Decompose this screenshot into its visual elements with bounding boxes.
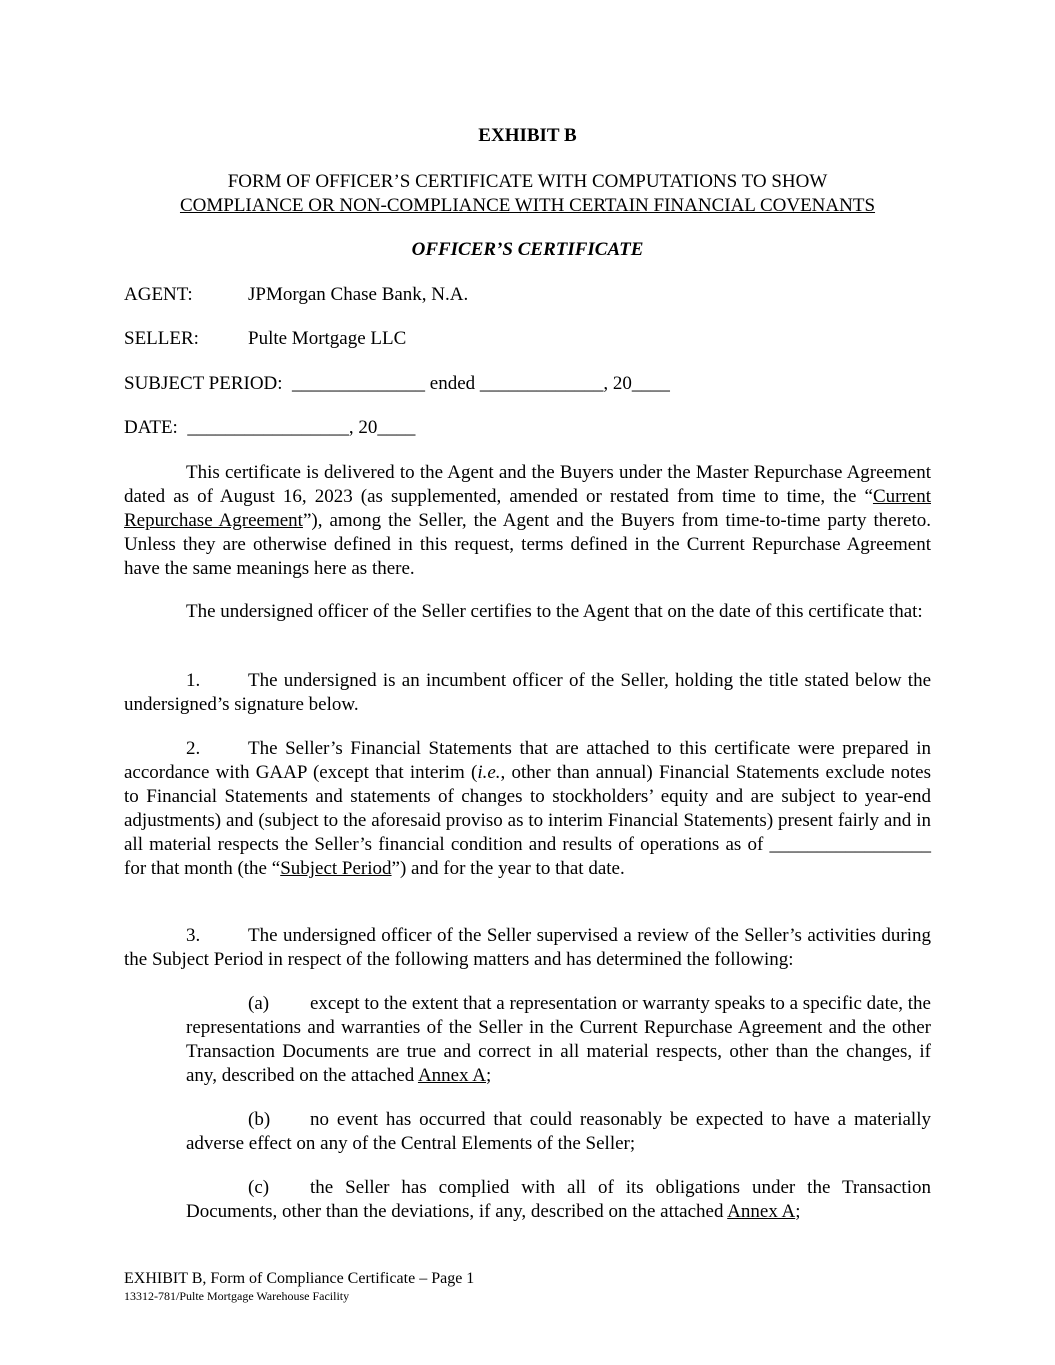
subitem-c-label: (c) bbox=[248, 1177, 270, 1198]
subitem-b-label: (b) bbox=[248, 1109, 271, 1130]
item-2-text-b: , other than annual) Financial Statements exclude notes to Financial Statements and statements of changes to stockholders’ equity and are subject to year-end adjustments) and (subject to the aforesaid proviso as to interim Financial Statements) present fairly and in all material respects the Seller’s financial condition and results of operations as of _________________ for that month (the “ bbox=[124, 762, 931, 879]
item-1-text: The undersigned is an incumbent officer of the Seller, holding the title stated below the undersigned’s signature below. bbox=[124, 670, 931, 715]
item-2-text-c: ”) and for the year to that date. bbox=[391, 858, 625, 879]
item-2 bbox=[124, 737, 931, 881]
intro-paragraph bbox=[124, 461, 931, 581]
subitem-c bbox=[186, 1176, 931, 1224]
subitem-c-annex: Annex A bbox=[727, 1201, 796, 1222]
subitem-a-text: except to the extent that a representation or warranty speaks to a specific date, the representations and warranties of the Seller in the Current Repurchase Agreement and the other Transaction Documents are true and correct in all material respects, other than the changes, if any, described on the attached bbox=[186, 993, 931, 1086]
agent-label: AGENT: bbox=[124, 284, 193, 305]
subitem-a-label: (a) bbox=[248, 993, 270, 1014]
item-2-number: 2. bbox=[186, 738, 201, 759]
subitem-b bbox=[186, 1108, 931, 1156]
item-3-number: 3. bbox=[186, 925, 201, 946]
footer-line1: EXHIBIT B, Form of Compliance Certificate – Page 1 bbox=[124, 1270, 475, 1287]
item-3-text: The undersigned officer of the Seller supervised a review of the Seller’s activities during the Subject Period in respect of the following matters and has determined the following: bbox=[124, 925, 931, 970]
seller-value: Pulte Mortgage LLC bbox=[248, 328, 407, 349]
form-title-line2: COMPLIANCE OR NON-COMPLIANCE WITH CERTAIN FINANCIAL COVENANTS bbox=[179, 195, 876, 216]
subitem-c-end: ; bbox=[795, 1201, 801, 1222]
item-2-text-a: The Seller’s Financial Statements that are attached to this certificate were prepared in accordance with GAAP (except that interim ( bbox=[124, 738, 931, 783]
subitem-c-text: the Seller has complied with all of its obligations under the Transaction Documents, other than the deviations, if any, described on the attached bbox=[186, 1177, 931, 1222]
certificate-title: OFFICER’S CERTIFICATE bbox=[411, 239, 644, 260]
footer-line2: 13312-781/Pulte Mortgage Warehouse Facility bbox=[124, 1289, 350, 1303]
item-2-defined-term: Subject Period bbox=[280, 858, 392, 879]
subject-period-row: SUBJECT PERIOD: ______________ ended _____________, 20____ bbox=[124, 373, 670, 394]
item-3 bbox=[124, 924, 931, 972]
subitem-a-annex: Annex A bbox=[417, 1065, 487, 1086]
subitem-b-text: no event has occurred that could reasonably be expected to have a materially adverse effect on any of the Central Elements of the Seller; bbox=[186, 1109, 931, 1154]
form-title-line1: FORM OF OFFICER’S CERTIFICATE WITH COMPUTATIONS TO SHOW bbox=[227, 171, 828, 192]
intro-text-2: ”), among the Seller, the Agent and the Buyers from time-to-time party thereto. Unless they are otherwise defined in this request, terms defined in the Current Repurchase Agreement have the same meanings here as there. bbox=[124, 510, 931, 579]
agent-value: JPMorgan Chase Bank, N.A. bbox=[248, 284, 469, 305]
item-2-ie: i.e. bbox=[477, 762, 501, 783]
exhibit-title: EXHIBIT B bbox=[478, 125, 577, 146]
seller-label: SELLER: bbox=[124, 328, 199, 349]
item-1-number: 1. bbox=[186, 670, 201, 691]
intro-text-1: This certificate is delivered to the Agent and the Buyers under the Master Repurchase Agreement dated as of August 16, 2023 (as supplemented, amended or restated from time to time, the “ bbox=[124, 462, 931, 507]
item-1 bbox=[124, 669, 931, 717]
intro-defined-term: Current Repurchase Agreement bbox=[124, 486, 931, 531]
agent-row bbox=[124, 283, 931, 307]
seller-row bbox=[124, 327, 931, 351]
certifies-paragraph: The undersigned officer of the Seller certifies to the Agent that on the date of this certificate that: bbox=[186, 601, 923, 622]
subitem-a bbox=[186, 992, 931, 1088]
subitem-a-end: ; bbox=[486, 1065, 492, 1086]
date-row: DATE: _________________, 20____ bbox=[124, 417, 416, 438]
